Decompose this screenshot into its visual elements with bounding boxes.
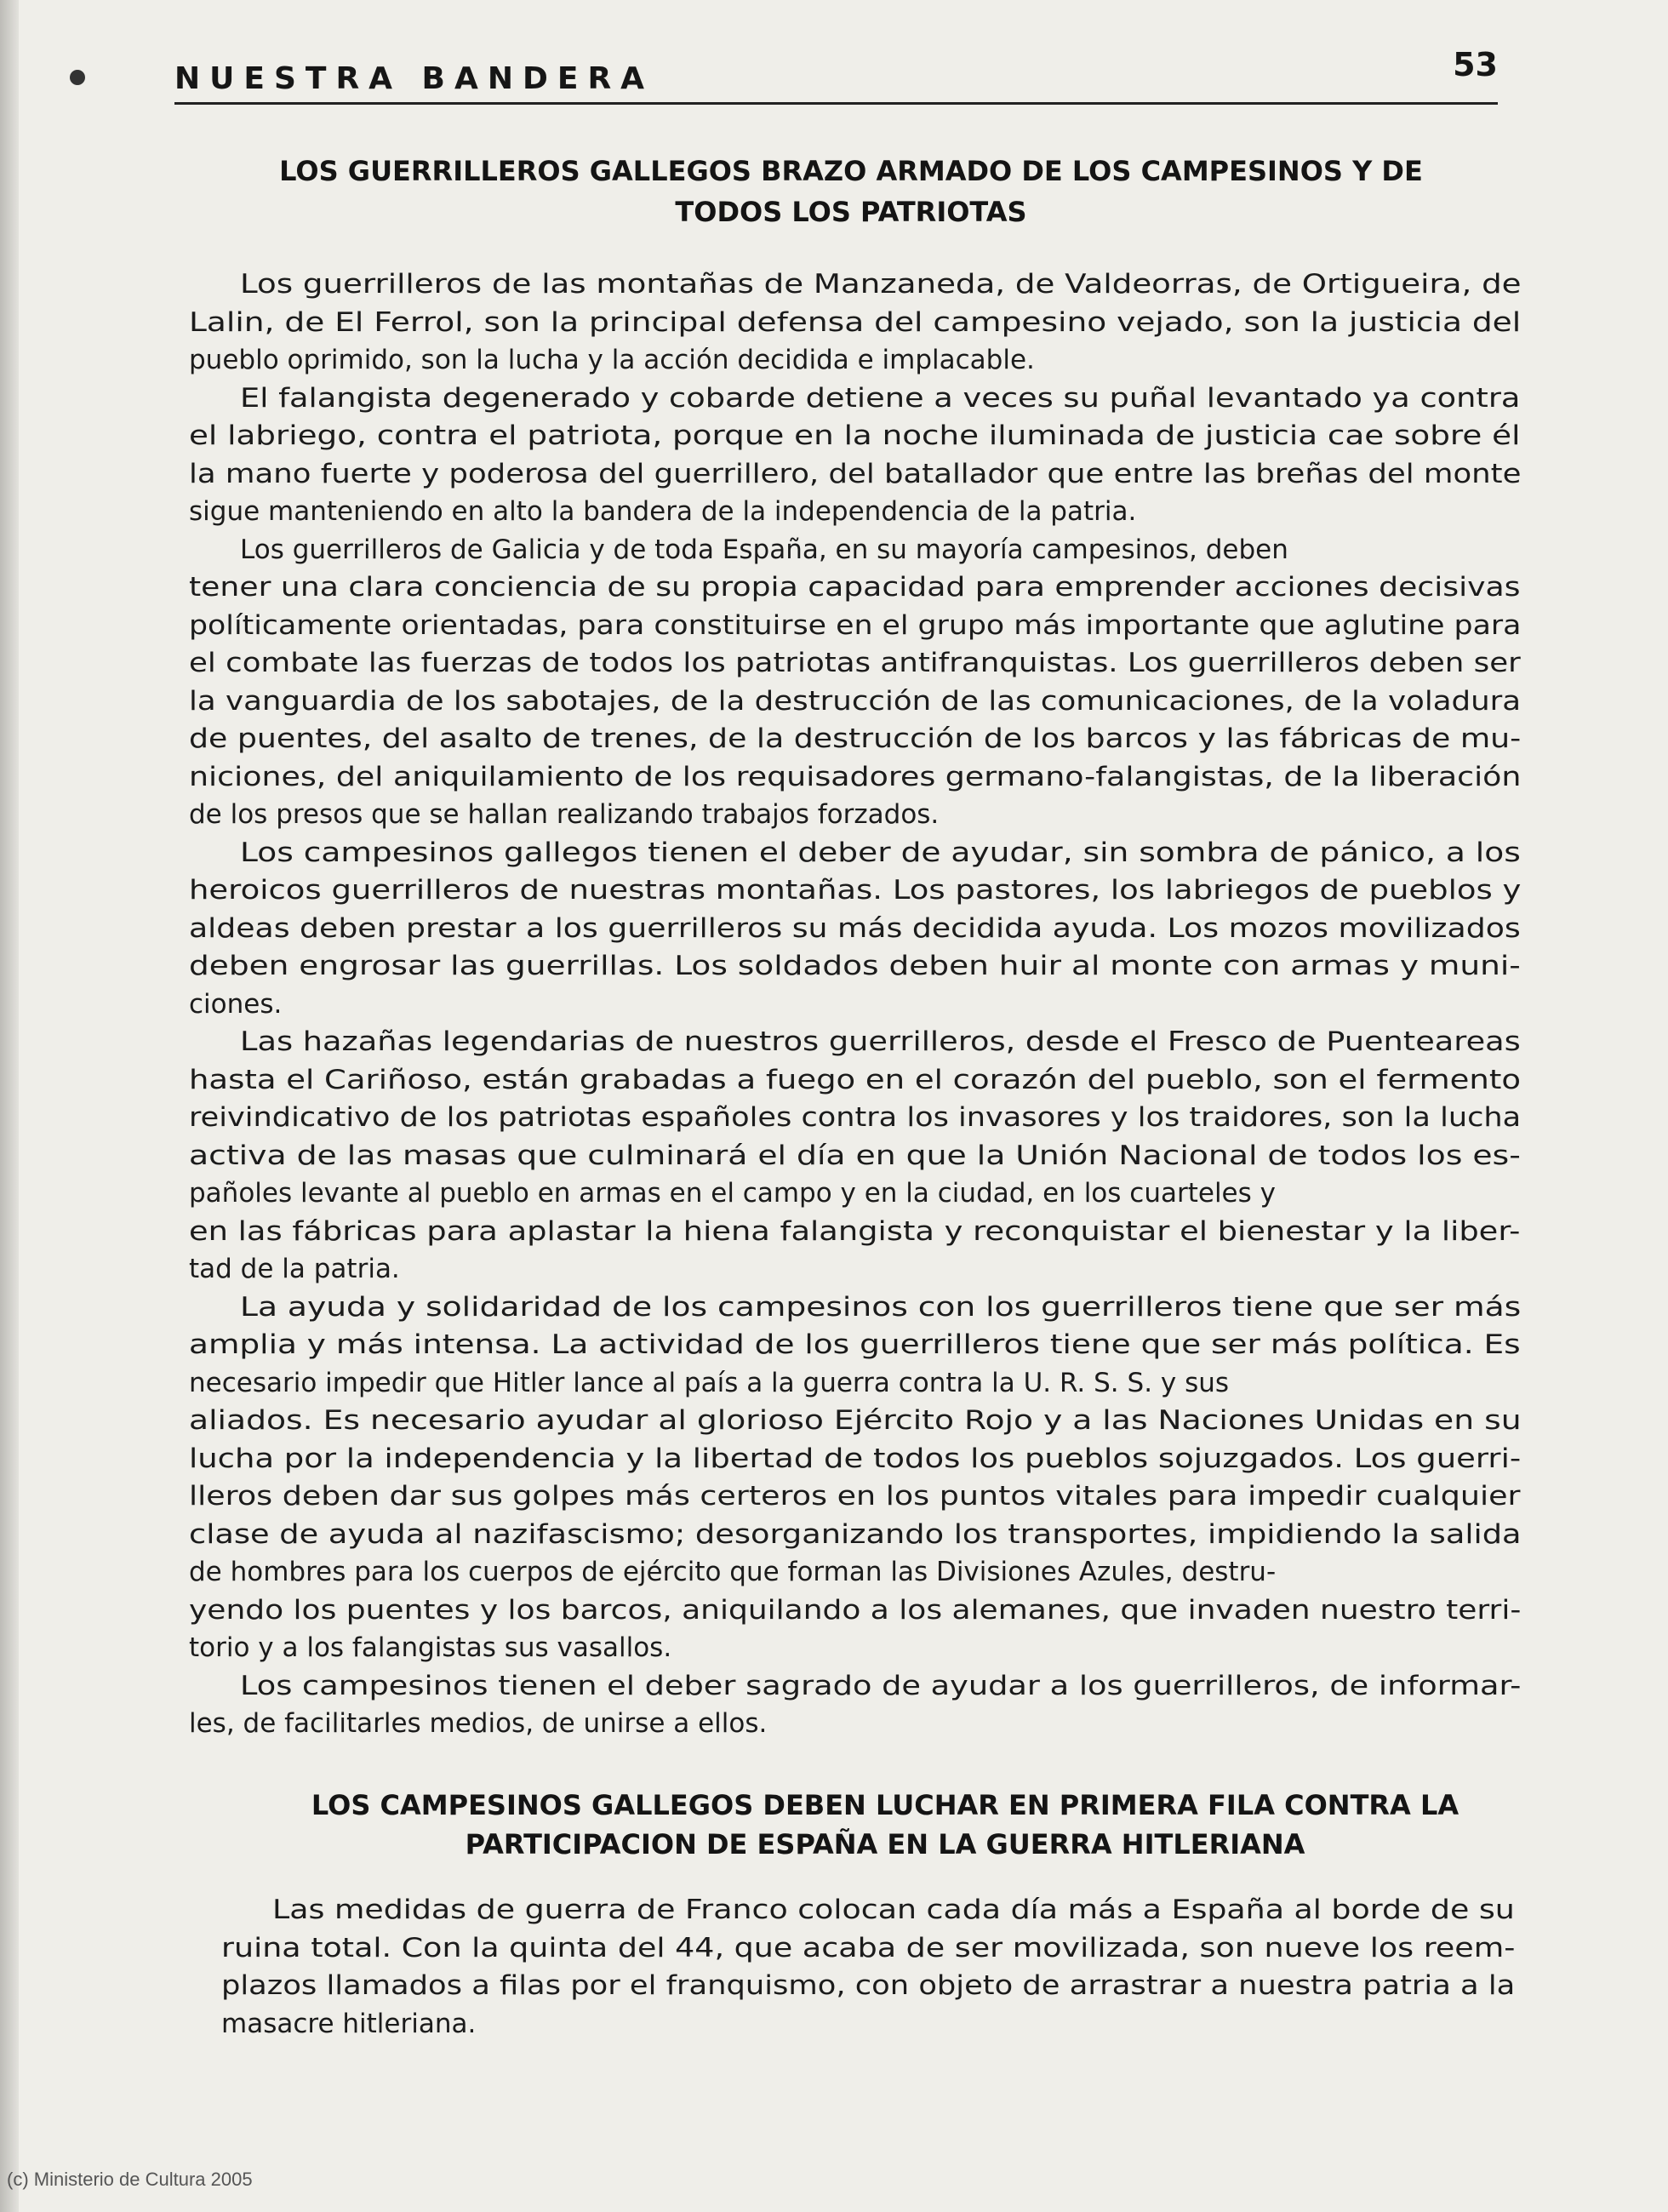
- text-line: Los campesinos tienen el deber sagrado de ayudar a los guerrilleros, de informar-: [240, 1670, 1522, 1701]
- text-line: necesario impedir que Hitler lance al país a la guerra contra la U. R. S. S. y sus: [189, 1367, 1230, 1398]
- copyright-credit: (c) Ministerio de Cultura 2005: [7, 2169, 253, 2190]
- text-line: yendo los puentes y los barcos, aniquilando a los alemanes, que invaden nuestro terri-: [189, 1594, 1522, 1626]
- header-rule: [174, 102, 1498, 105]
- text-line: amplia y más intensa. La actividad de los guerrilleros tiene que ser más política. Es: [189, 1329, 1521, 1360]
- section-1-heading-line-1: LOS GUERRILLEROS GALLEGOS BRAZO ARMADO DE LOS CAMPESINOS Y DE: [279, 155, 1423, 187]
- text-line: El falangista degenerado y cobarde detiene a veces su puñal levantado ya contra: [240, 382, 1521, 414]
- section-1-heading-line-2: TODOS LOS PATRIOTAS: [675, 196, 1027, 228]
- text-line: masacre hitleriana.: [221, 2008, 477, 2039]
- text-line: aliados. Es necesario ayudar al glorioso Ejército Rojo y a las Naciones Unidas en su: [189, 1405, 1522, 1436]
- text-line: la vanguardia de los sabotajes, de la destrucción de las comunicaciones, de la voladura: [189, 685, 1522, 717]
- text-line: Las medidas de guerra de Franco colocan cada día más a España al borde de su: [272, 1895, 1515, 1925]
- ornament-mark: [70, 70, 85, 85]
- text-line: torio y a los falangistas sus vasallos.: [189, 1632, 672, 1663]
- section-2-heading-line-1: LOS CAMPESINOS GALLEGOS DEBEN LUCHAR EN PRIMERA FILA CONTRA LA: [311, 1789, 1460, 1821]
- text-line: plazos llamados a filas por el franquismo, con objeto de arrastrar a nuestra patria a la: [221, 1970, 1516, 2001]
- text-line: pañoles levante al pueblo en armas en el campo y en la ciudad, en los cuarteles y: [189, 1178, 1276, 1209]
- text-line: Los campesinos gallegos tienen el deber de ayudar, sin sombra de pánico, a los: [240, 837, 1521, 868]
- text-line: la mano fuerte y poderosa del guerrillero, del batallador que entre las breñas del monte: [189, 458, 1522, 489]
- page-number: 53: [1453, 46, 1498, 83]
- text-line: en las fábricas para aplastar la hiena falangista y reconquistar el bienestar y la liber-: [189, 1215, 1521, 1247]
- text-line: Las hazañas legendarias de nuestros guerrilleros, desde el Fresco de Puenteareas: [240, 1026, 1521, 1057]
- text-line: ciones.: [189, 988, 283, 1020]
- text-line: Lalin, de El Ferrol, son la principal defensa del campesino vejado, son la justicia del: [189, 306, 1522, 338]
- text-line: niciones, del aniquilamiento de los requisadores germano-falangistas, de la liberación: [189, 761, 1522, 792]
- text-line: de hombres para los cuerpos de ejército que forman las Divisiones Azules, destru-: [189, 1557, 1277, 1587]
- text-line: el combate las fuerzas de todos los patriotas antifranquistas. Los guerrilleros deben ser: [189, 648, 1521, 678]
- text-line: activa de las masas que culminará el día en que la Unión Nacional de todos los es-: [189, 1140, 1521, 1171]
- text-line: heroicos guerrilleros de nuestras montañas. Los pastores, los labriegos de pueblos y: [189, 875, 1522, 906]
- text-line: de los presos que se hallan realizando trabajos forzados.: [189, 799, 940, 830]
- section-2-heading-line-2: PARTICIPACION DE ESPAÑA EN LA GUERRA HITLERIANA: [465, 1828, 1305, 1860]
- text-line: Los guerrilleros de las montañas de Manzaneda, de Valdeorras, de Ortigueira, de: [240, 269, 1522, 300]
- text-line: La ayuda y solidaridad de los campesinos con los guerrilleros tiene que ser más: [240, 1291, 1522, 1323]
- text-line: deben engrosar las guerrillas. Los soldados deben huir al monte con armas y muni-: [189, 951, 1521, 981]
- text-line: Los guerrilleros de Galicia y de toda España, en su mayoría campesinos, deben: [240, 534, 1288, 565]
- text-line: lleros deben dar sus golpes más certeros en los puntos vitales para impedir cualquier: [189, 1481, 1521, 1512]
- text-line: aldeas deben prestar a los guerrilleros su más decidida ayuda. Los mozos movilizados: [189, 912, 1521, 944]
- text-line: reivindicativo de los patriotas españoles contra los invasores y los traidores, son la lucha: [189, 1102, 1522, 1133]
- text-line: de puentes, del asalto de trenes, de la destrucción de los barcos y las fábricas de mu-: [189, 723, 1522, 754]
- text-line: clase de ayuda al nazifascismo; desorganizando los transportes, impidiendo la salida: [189, 1518, 1522, 1550]
- publication-title: NUESTRA BANDERA: [174, 61, 654, 96]
- text-line: el labriego, contra el patriota, porque en la noche iluminada de justicia cae sobre él: [189, 420, 1521, 451]
- text-line: les, de facilitarles medios, de unirse a ellos.: [189, 1708, 768, 1739]
- text-line: lucha por la independencia y la libertad de todos los pueblos sojuzgados. Los guerri-: [189, 1443, 1522, 1474]
- text-line: ruina total. Con la quinta del 44, que acaba de ser movilizada, son nueve los reem-: [221, 1932, 1516, 1963]
- page-header: [174, 46, 1498, 106]
- text-line: sigue manteniendo en alto la bandera de la independencia de la patria.: [189, 496, 1137, 527]
- page-left-edge: [0, 0, 19, 2212]
- text-line: tener una clara conciencia de su propia capacidad para emprender acciones decisivas: [189, 572, 1521, 603]
- text-line: tad de la patria.: [189, 1254, 400, 1284]
- text-line: hasta el Cariñoso, están grabadas a fuego en el corazón del pueblo, son el fermento: [189, 1064, 1521, 1095]
- text-line: pueblo oprimido, son la lucha y la acción decidida e implacable.: [189, 345, 1035, 375]
- text-line: políticamente orientadas, para constituirse en el grupo más importante que aglutine para: [189, 609, 1522, 641]
